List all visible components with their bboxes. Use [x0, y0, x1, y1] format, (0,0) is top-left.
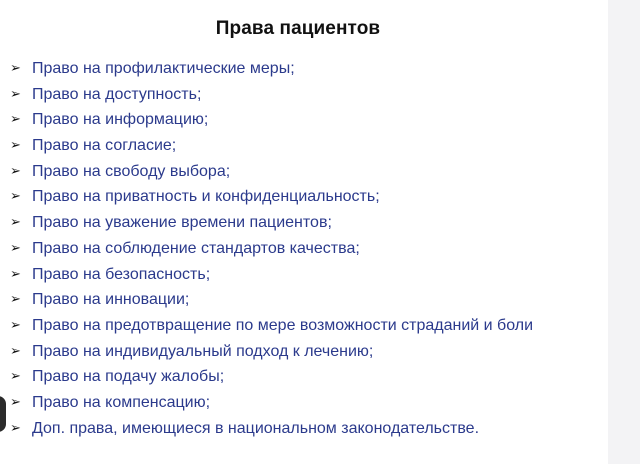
list-item: [10, 262, 533, 288]
arrowhead-bullet-icon: ➢: [10, 343, 21, 359]
arrowhead-bullet-icon: ➢: [10, 138, 21, 154]
list-item-text: Право на приватность и конфиденциальность;: [32, 188, 380, 206]
list-item: [10, 416, 533, 442]
list-item: [10, 364, 533, 390]
list-item-text: Право на информацию;: [32, 111, 209, 129]
list-item-text: Право на безопасность;: [32, 265, 211, 283]
arrowhead-bullet-icon: ➢: [10, 420, 21, 436]
arrowhead-bullet-icon: ➢: [10, 292, 21, 308]
list-item: [10, 236, 533, 262]
list-item-text: Право на профилактические меры;: [32, 60, 295, 77]
list-item: [10, 133, 533, 159]
right-margin-strip: [608, 0, 640, 464]
arrowhead-bullet-icon: ➢: [10, 394, 21, 410]
arrowhead-bullet-icon: ➢: [10, 215, 21, 231]
list-item-text: Доп. права, имеющиеся в национальном законодательстве.: [32, 419, 480, 437]
list-item: [10, 159, 533, 185]
arrowhead-bullet-icon: ➢: [10, 369, 21, 385]
list-item-text: Право на подачу жалобы;: [32, 368, 225, 386]
list-item-text: Право на уважение времени пациентов;: [32, 214, 332, 232]
arrowhead-bullet-icon: ➢: [10, 163, 21, 179]
list-item-text: Право на свободу выбора;: [32, 162, 231, 180]
list-item-text: Право на инновации;: [32, 291, 190, 309]
list-item: [10, 184, 533, 210]
arrowhead-bullet-icon: ➢: [10, 240, 21, 256]
list-item-text: Право на доступность;: [32, 85, 202, 103]
arrowhead-bullet-icon: ➢: [10, 86, 21, 102]
list-item: [10, 390, 533, 416]
arrowhead-bullet-icon: ➢: [10, 317, 21, 333]
list-item-text: Право на индивидуальный подход к лечению;: [32, 342, 374, 360]
list-item: [10, 313, 533, 339]
arrowhead-bullet-icon: ➢: [10, 189, 21, 205]
list-item: [10, 82, 533, 108]
list-item-text: Право на согласие;: [32, 137, 177, 155]
rights-list: [10, 56, 533, 441]
list-item-text: Право на соблюдение стандартов качества;: [32, 239, 360, 257]
list-item-text: Право на предотвращение по мере возможности страданий и боли: [32, 316, 534, 334]
list-item: [10, 339, 533, 365]
list-item: [10, 210, 533, 236]
arrowhead-bullet-icon: ➢: [10, 112, 21, 128]
list-item: [10, 287, 533, 313]
list-item: [10, 56, 533, 82]
arrowhead-bullet-icon: ➢: [10, 61, 21, 76]
list-item-text: Право на компенсацию;: [32, 393, 211, 411]
arrowhead-bullet-icon: ➢: [10, 266, 21, 282]
list-item: [10, 107, 533, 133]
slide-title: Права пациентов: [215, 18, 381, 39]
